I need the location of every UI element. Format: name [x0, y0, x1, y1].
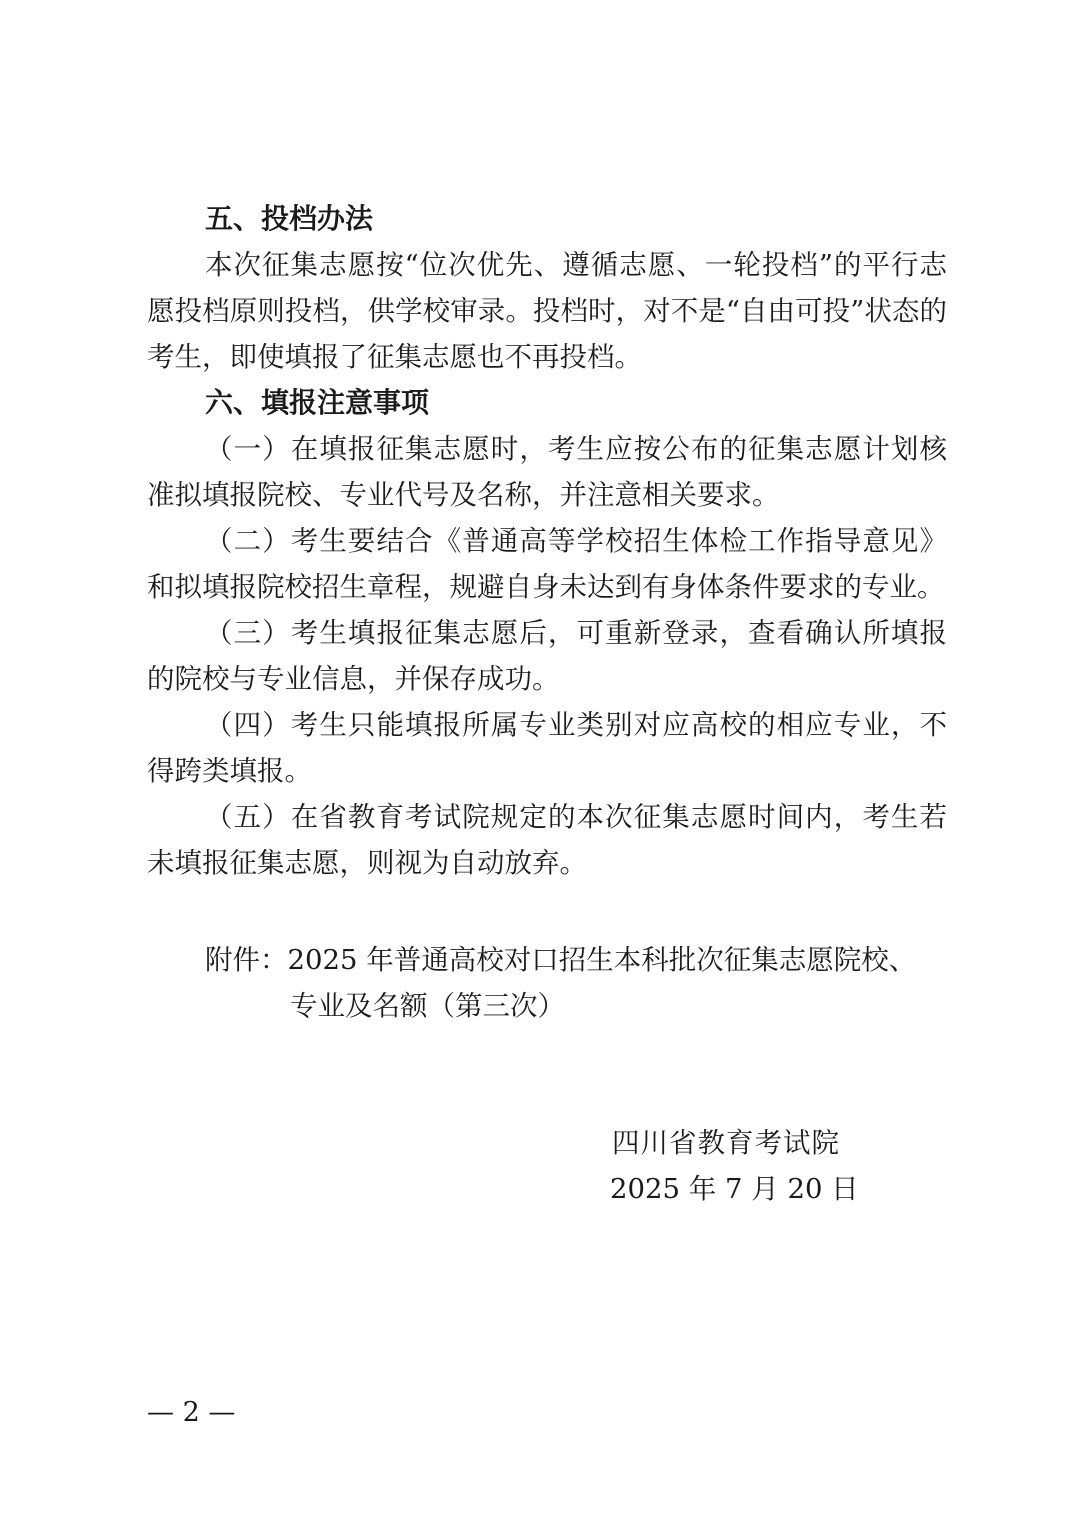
section-heading-six: 六、填报注意事项 [205, 386, 430, 419]
notice-item-4: （四）考生只能填报所属专业类别对应高校的相应专业，不得跨类填报。 [147, 709, 947, 787]
attachment-note [205, 937, 916, 1029]
document-body [147, 196, 947, 886]
section-heading-five: 五、投档办法 [205, 202, 374, 235]
attachment-line-2: 专业及名额（第三次） [290, 990, 565, 1022]
notice-item-5: （五）在省教育考试院规定的本次征集志愿时间内，考生若未填报征集志愿，则视为自动放弃。 [147, 801, 947, 879]
attachment-line-1: 附件：2025 年普通高校对口招生本科批次征集志愿院校、 [205, 944, 917, 976]
signature-block [610, 1120, 859, 1212]
issue-date: 2025 年 7 月 20 日 [610, 1173, 859, 1205]
notice-item-1: （一）在填报征集志愿时，考生应按公布的征集志愿计划核准拟填报院校、专业代号及名称，并注意相关要求。 [147, 433, 947, 511]
section-five-paragraph: 本次征集志愿按“位次优先、遵循志愿、一轮投档”的平行志愿投档原则投档，供学校审录。投档时，对不是“自由可投”状态的考生，即使填报了征集志愿也不再投档。 [147, 249, 947, 373]
notice-item-2: （二）考生要结合《普通高等学校招生体检工作指导意见》和拟填报院校招生章程，规避自身未达到有身体条件要求的专业。 [147, 525, 947, 603]
notice-item-3: （三）考生填报征集志愿后，可重新登录，查看确认所填报的院校与专业信息，并保存成功。 [147, 617, 947, 695]
issuing-organization: 四川省教育考试院 [612, 1127, 840, 1159]
page-number: — 2 — [147, 1397, 236, 1428]
